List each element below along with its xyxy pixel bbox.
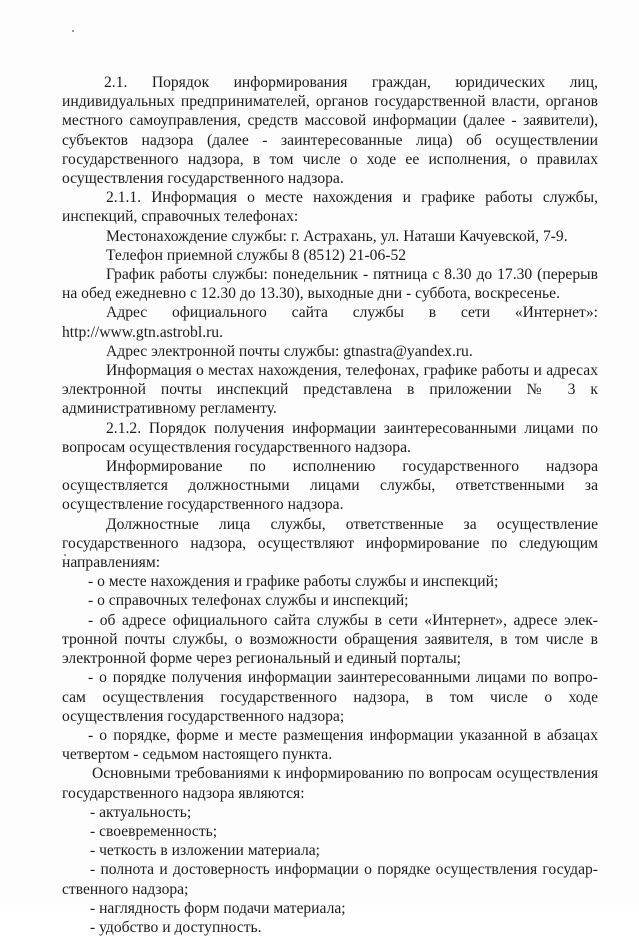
list-item: - полнота и достоверность информации о порядке осуществления государственного надзора; (62, 861, 598, 898)
list-item: - о порядке получения информации заинтересованными лицами по вопросам осуществления государственного надзора, в том числе о ходе осуществления государственного надзора; (62, 669, 598, 725)
paragraph-schedule: График работы службы: понедельник - пятница с 8.30 до 17.30 (перерыв на обед ежедневно с 12.30 до 13.30), выходные дни - суббота, воскресенье. (62, 266, 598, 303)
paragraph-informing: Информирование по исполнению государственного надзора осуществляется должностными лицами службы, ответственными за осуществление государственного надзора. (62, 458, 598, 514)
website-url: http://www.gtn.astrobl.ru. (62, 323, 223, 341)
scan-speck (72, 30, 74, 32)
list-item: - о справочных телефонах службы и инспекций; (88, 592, 409, 610)
paragraph-officials: Должностные лица службы, ответственные за осуществление государственного надзора, осуществляют информирование по следующим направлениям: (62, 515, 598, 572)
paragraph-2-1-1: 2.1.1. Информация о месте нахождения и графике работы службы, инспекций, справочных телефонах: (62, 189, 598, 226)
list-item: - актуальность; (90, 803, 192, 821)
paragraph-2-1: 2.1. Порядок информирования граждан, юридических лиц, индивидуальных предпринимателей, органов государственной власти, органов местного самоуправления, средств массовой информации (далее - заявители), субъектов надзора (далее - заинтересованные лица) об осуществлении государственного надзора, в том числе о ходе ее исполнения, о правилах осуществления государственного надзора. (62, 74, 598, 188)
list-item: - четкость в изложении материала; (90, 842, 321, 860)
list-item: - об адресе официального сайта службы в сети «Интернет», адресе электронной почты службы, о возможности обращения заявителя, в том числе в электронной форме через региональный и единый порталы; (62, 611, 598, 668)
list-item: - о месте нахождения и графике работы службы и инспекций; (88, 573, 499, 591)
paragraph-website: Адрес официального сайта службы в сети «Интернет»: (106, 304, 598, 322)
list-item: - удобство и доступность. (90, 918, 262, 936)
list-item: - о порядке, форме и месте размещения информации указанной в абзацах четвертом - седьмом настоящего пункта. (62, 726, 598, 764)
paragraph-2-1-2: 2.1.2. Порядок получения информации заинтересованными лицами по вопросам осуществления государственного надзора. (62, 419, 598, 456)
document-body (62, 73, 598, 937)
paragraph-requirements: Основными требованиями к информированию по вопросам осуществления государственного надзора являются: (62, 765, 598, 802)
list-item: - своевременность; (90, 822, 218, 840)
paragraph-location: Местонахождение службы: г. Астрахань, ул. Наташи Качуевской, 7-9. (106, 227, 568, 245)
paragraph-email: Адрес электронной почты службы: gtnastra@yandex.ru. (106, 342, 473, 360)
list-item: - наглядность форм подачи материала; (90, 899, 346, 917)
paragraph-inspections-info: Информация о местах нахождения, телефонах, графике работы и адресах электронной почты инспекций представлена в приложении № 3 к административному регламенту. (62, 362, 598, 418)
paragraph-phone: Телефон приемной службы 8 (8512) 21-06-52 (106, 246, 407, 264)
